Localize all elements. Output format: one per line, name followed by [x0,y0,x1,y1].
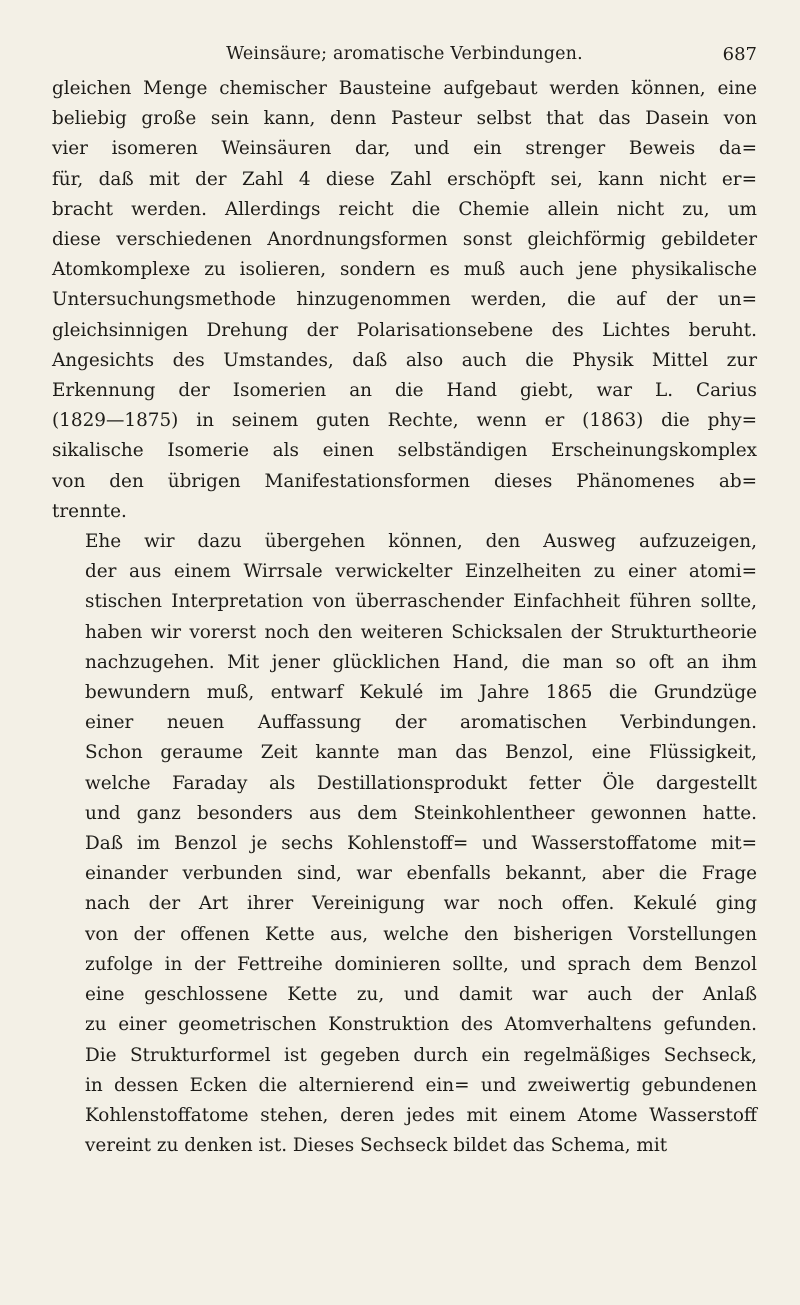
text-line: welche Faraday als Destillationsprodukt fetter Öle dargestellt [85,772,757,794]
text-line: in dessen Ecken die alternierend ein= und zweiwertig gebundenen [85,1074,757,1096]
text-line: gleichsinnigen Drehung der Polarisationsebene des Lichtes beruht. [52,319,757,341]
text-line: Kohlenstoffatome stehen, deren jedes mit einem Atome Wasserstoff [85,1104,757,1126]
paragraph [52,527,757,1161]
text-line: gleichen Menge chemischer Bausteine aufgebaut werden können, eine [52,78,757,99]
page-header [52,44,757,70]
text-line: zufolge in der Fettreihe dominieren sollte, und sprach dem Benzol [85,953,757,975]
text-line: nachzugehen. Mit jener glücklichen Hand, die man so oft an ihm [85,651,757,673]
text-line: stischen Interpretation von überraschender Einfachheit führen sollte, [85,591,757,613]
text-line: Schon geraume Zeit kannte man das Benzol, eine Flüssigkeit, [85,742,757,764]
text-line: Erkennung der Isomerien an die Hand giebt, war L. Carius [52,380,757,402]
text-line: Angesichts des Umstandes, daß also auch die Physik Mittel zur [52,349,757,371]
text-line: Daß im Benzol je sechs Kohlenstoff= und Wasserstoffatome mit= [85,833,757,855]
text-line: Die Strukturformel ist gegeben durch ein regelmäßiges Sechseck, [85,1044,757,1066]
text-line: vereint zu denken ist. Dieses Sechseck bildet das Schema, mit [85,1135,668,1157]
text-line: einer neuen Auffassung der aromatischen Verbindungen. [85,712,757,734]
text-line: einander verbunden sind, war ebenfalls bekannt, aber die Frage [85,863,757,885]
text-line: beliebig große sein kann, denn Pasteur selbst that das Dasein von [52,108,757,130]
text-line: bewundern muß, entwarf Kekulé im Jahre 1865 die Grundzüge [85,682,757,704]
text-line: und ganz besonders aus dem Steinkohlentheer gewonnen hatte. [85,802,757,824]
text-line: (1829—1875) in seinem guten Rechte, wenn er (1863) die phy= [52,410,757,432]
text-line: vier isomeren Weinsäuren dar, und ein strenger Beweis da= [52,138,757,160]
text-line: von den übrigen Manifestationsformen dieses Phänomenes ab= [52,470,757,492]
body-text [52,74,757,1161]
text-line: bracht werden. Allerdings reicht die Chemie allein nicht zu, um [52,198,757,220]
text-line: haben wir vorerst noch den weiteren Schicksalen der Strukturtheorie [85,621,757,643]
text-line: nach der Art ihrer Vereinigung war noch offen. Kekulé ging [85,893,757,915]
text-line: eine geschlossene Kette zu, und damit war auch der Anlaß [85,984,757,1006]
text-line: zu einer geometrischen Konstruktion des Atomverhaltens gefunden. [85,1014,757,1036]
running-title: Weinsäure; aromatische Verbindungen. [226,44,583,64]
text-line: Atomkomplexe zu isolieren, sondern es muß auch jene physikalische [52,259,757,281]
book-page [52,44,757,1161]
text-line: diese verschiedenen Anordnungsformen sonst gleichförmig gebildeter [52,229,757,251]
text-line: von der offenen Kette aus, welche den bisherigen Vorstellungen [85,923,757,945]
text-line: trennte. [52,500,127,522]
page-number: 687 [722,44,757,65]
paragraph [52,74,757,527]
text-line: Ehe wir dazu übergehen können, den Ausweg aufzuzeigen, [85,531,757,553]
text-line: für, daß mit der Zahl 4 diese Zahl erschöpft sei, kann nicht er= [52,168,757,190]
text-line: sikalische Isomerie als einen selbständigen Erscheinungskomplex [52,440,757,462]
text-line: der aus einem Wirrsale verwickelter Einzelheiten zu einer atomi= [85,561,757,583]
text-line: Untersuchungsmethode hinzugenommen werden, die auf der un= [52,289,757,311]
